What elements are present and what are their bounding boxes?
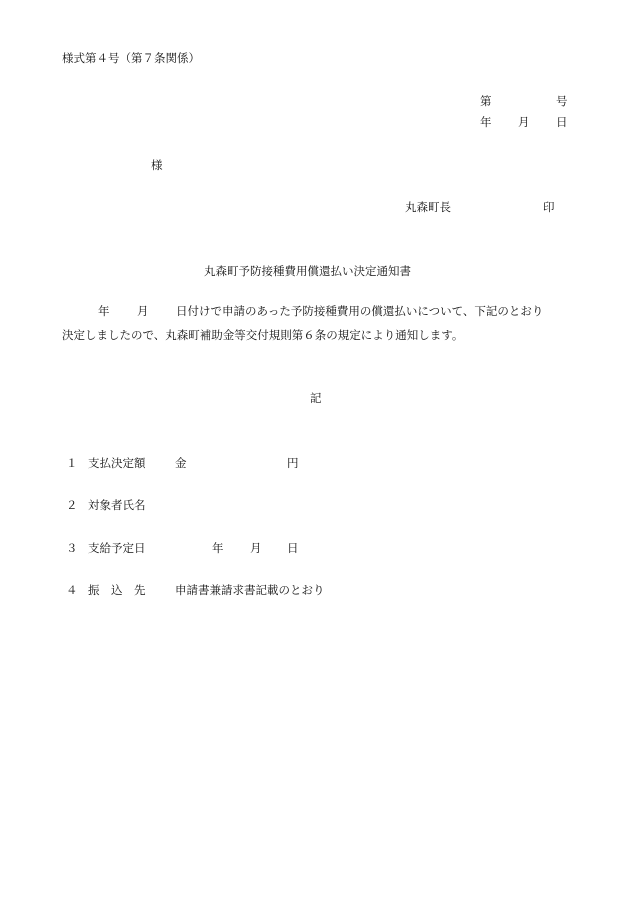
ki-heading: 記 xyxy=(310,391,322,405)
item-1-kin: 金 xyxy=(175,456,187,470)
item-3-month: 月 xyxy=(250,541,262,555)
body-month-label: 月 xyxy=(137,304,149,318)
item-3-day: 日 xyxy=(287,541,299,555)
item-3-number: ３ xyxy=(66,541,78,555)
issuer-seal: 印 xyxy=(543,200,555,214)
addressee-suffix: 様 xyxy=(151,158,163,172)
body-line-1: 日付けで申請のあった予防接種費用の償還払いについて、下記のとおり xyxy=(176,304,544,318)
date-day-label: 日 xyxy=(556,115,568,129)
form-number-label: 様式第４号（第７条関係） xyxy=(62,51,200,65)
date-month-label: 月 xyxy=(518,115,530,129)
issuer-name: 丸森町長 xyxy=(405,200,451,214)
item-4-label: 振 込 先 xyxy=(88,583,146,597)
reference-dai: 第 xyxy=(480,94,492,108)
item-1-yen: 円 xyxy=(287,456,299,470)
item-4-number: ４ xyxy=(66,583,78,597)
body-year-label: 年 xyxy=(98,304,110,318)
body-line-2: 決定しましたので、丸森町補助金等交付規則第６条の規定により通知します。 xyxy=(62,328,464,342)
item-3-year: 年 xyxy=(212,541,224,555)
item-2-number: ２ xyxy=(66,498,78,512)
date-year-label: 年 xyxy=(480,115,492,129)
item-1-label: 支払決定額 xyxy=(88,456,146,470)
item-4-value: 申請書兼請求書記載のとおり xyxy=(175,583,325,597)
reference-go: 号 xyxy=(556,94,568,108)
item-2-label: 対象者氏名 xyxy=(88,498,146,512)
item-1-number: １ xyxy=(66,456,78,470)
item-3-label: 支給予定日 xyxy=(88,541,146,555)
document-title: 丸森町予防接種費用償還払い決定通知書 xyxy=(204,264,411,278)
